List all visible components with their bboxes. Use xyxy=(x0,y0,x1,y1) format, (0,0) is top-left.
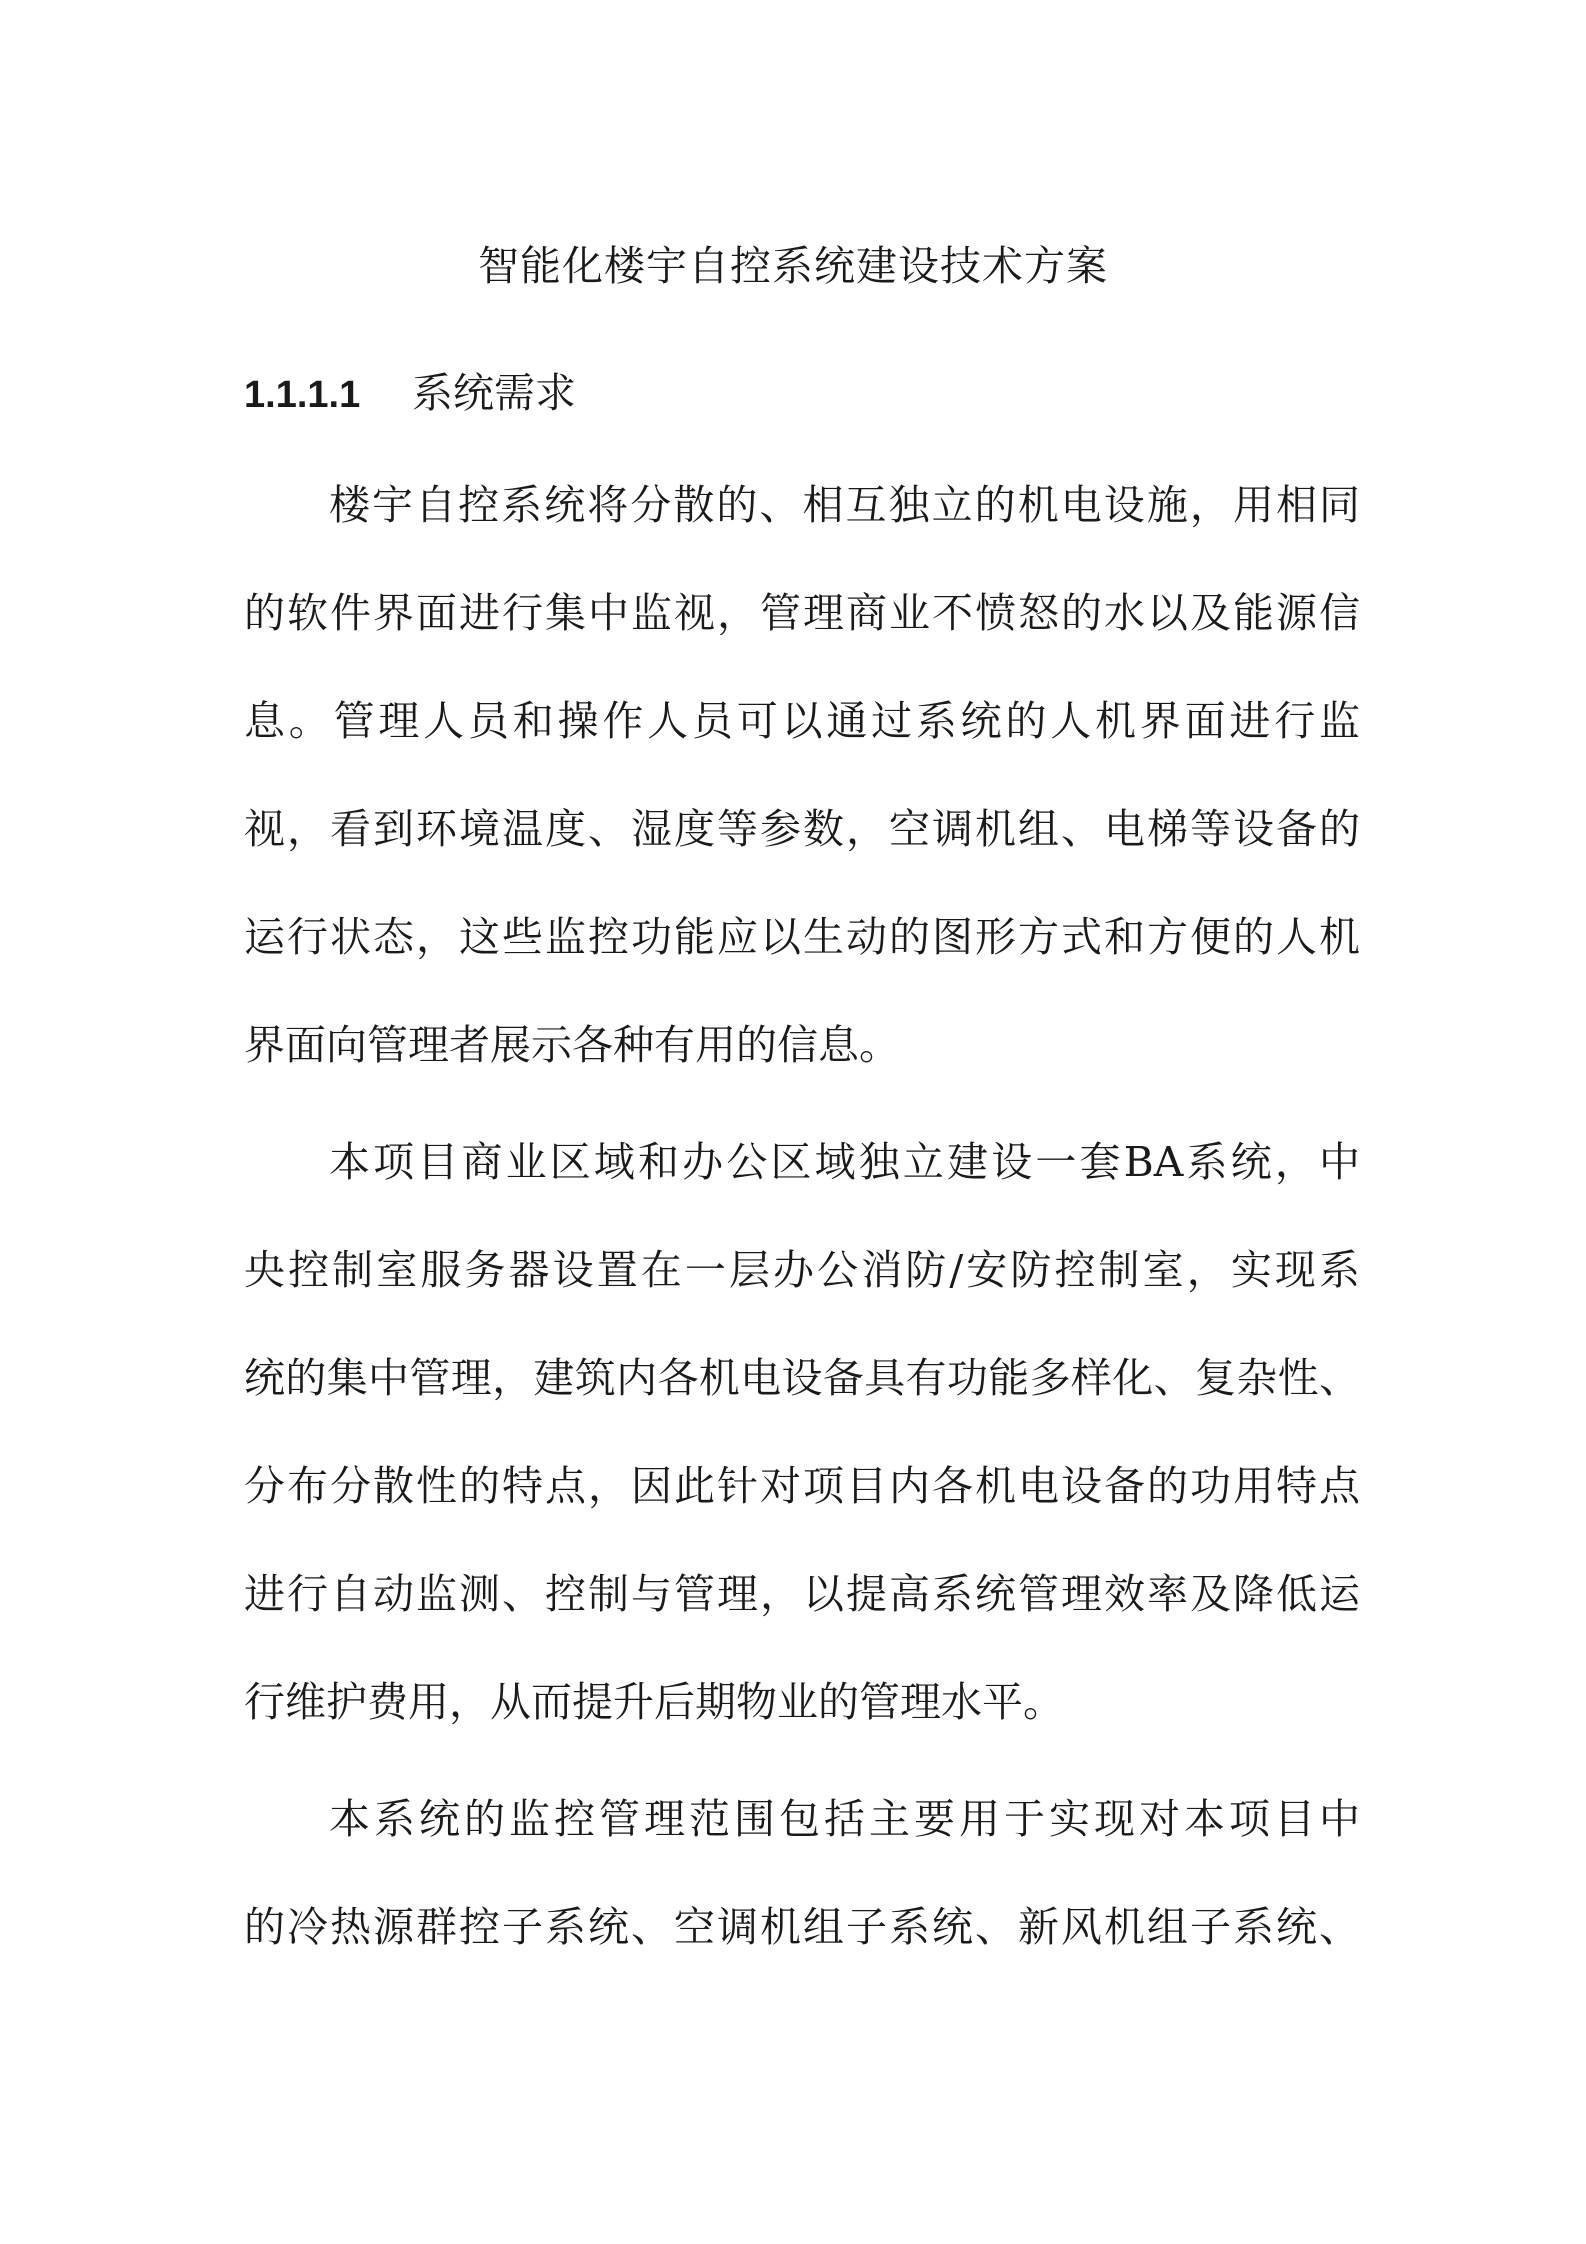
paragraph-1-line-1: 楼宇自控系统将分散的、相互独立的机电设施，用相同 xyxy=(329,481,1360,529)
paragraph-2-line-5: 进行自动监测、控制与管理，以提高系统管理效率及降低运 xyxy=(244,1570,1360,1618)
paragraph-2-line-3: 统的集中管理，建筑内各机电设备具有功能多样化、复杂性、 xyxy=(244,1354,1360,1402)
section-heading xyxy=(244,363,576,425)
paragraph-2-line-2: 央控制室服务器设置在一层办公消防/安防控制室，实现系 xyxy=(244,1246,1360,1294)
paragraph-3-line-1: 本系统的监控管理范围包括主要用于实现对本项目中 xyxy=(329,1795,1360,1843)
paragraph-1-line-2: 的软件界面进行集中监视，管理商业不愤怒的水以及能源信 xyxy=(244,589,1360,637)
paragraph-3-line-2: 的冷热源群控子系统、空调机组子系统、新风机组子系统、 xyxy=(244,1903,1360,1951)
paragraph-2-line-1: 本项目商业区域和办公区域独立建设一套BA系统，中 xyxy=(329,1138,1360,1186)
section-label: 系统需求 xyxy=(412,369,576,417)
paragraph-2-line-6: 行维护费用，从而提升后期物业的管理水平。 xyxy=(244,1678,1064,1726)
paragraph-1-line-4: 视，看到环境温度、湿度等参数，空调机组、电梯等设备的 xyxy=(244,805,1360,853)
paragraph-1-line-6: 界面向管理者展示各种有用的信息。 xyxy=(244,1021,900,1069)
paragraph-1-line-3: 息。管理人员和操作人员可以通过系统的人机界面进行监 xyxy=(244,697,1360,745)
paragraph-2-line-4: 分布分散性的特点，因此针对项目内各机电设备的功用特点 xyxy=(244,1462,1360,1510)
section-number: 1.1.1.1 xyxy=(244,374,361,416)
paragraph-1-line-5: 运行状态，这些监控功能应以生动的图形方式和方便的人机 xyxy=(244,913,1360,961)
document-title: 智能化楼宇自控系统建设技术方案 xyxy=(478,242,1108,290)
